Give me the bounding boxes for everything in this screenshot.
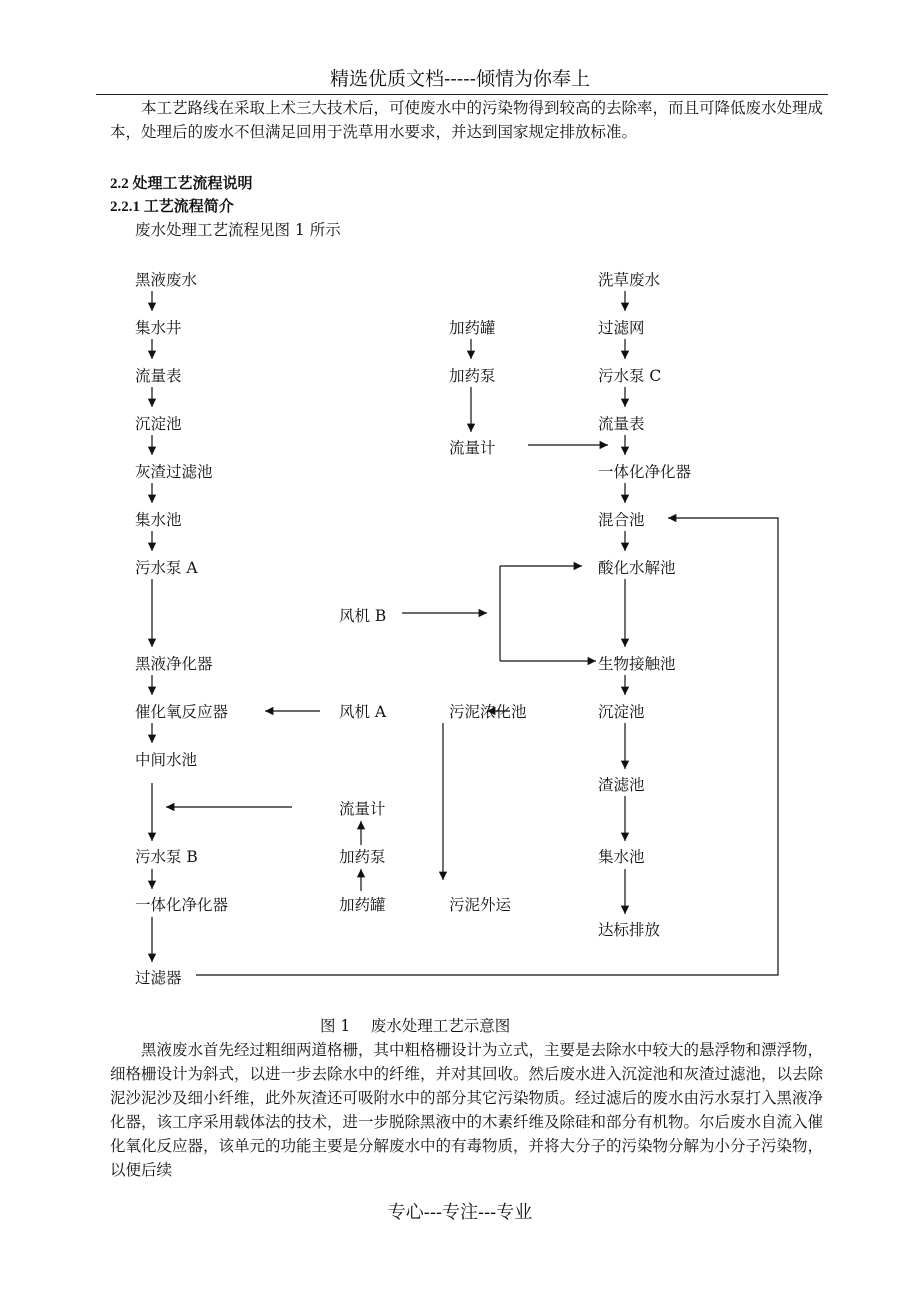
node-acid-hydrolysis-tank: 酸化水解池 [598, 559, 676, 577]
node-dosing-pump-bottom: 加药泵 [339, 848, 386, 866]
node-flowmeter-bottom: 流量计 [339, 800, 386, 818]
node-black-liquor-wastewater: 黑液废水 [135, 271, 198, 289]
figure-caption: 图 1 废水处理工艺示意图 [320, 1017, 511, 1035]
node-integrated-purifier-right: 一体化净化器 [598, 463, 692, 481]
node-filter: 过滤器 [135, 969, 182, 987]
page-header: 精选优质文档-----倾情为你奉上 [329, 68, 591, 90]
node-collection-well: 集水井 [135, 319, 182, 337]
node-black-liquor-purifier: 黑液净化器 [135, 655, 213, 673]
header-rule [96, 94, 828, 95]
section-heading: 2.2 处理工艺流程说明 [110, 176, 253, 192]
node-sedimentation-tank-right: 沉淀池 [598, 703, 645, 721]
node-integrated-purifier-left: 一体化净化器 [135, 896, 229, 914]
node-collection-tank-right: 集水池 [598, 848, 645, 866]
node-intermediate-tank: 中间水池 [135, 751, 198, 769]
node-flow-meter-left: 流量表 [135, 367, 182, 385]
node-sewage-pump-c: 污水泵 C [598, 367, 662, 385]
node-dosing-tank-top: 加药罐 [449, 319, 496, 337]
figure-reference: 废水处理工艺流程见图 1 所示 [135, 221, 341, 239]
node-discharge-standard: 达标排放 [598, 921, 661, 939]
node-collection-tank-left: 集水池 [135, 511, 182, 529]
body-paragraph: 黑液废水首先经过粗细两道格栅，其中粗格栅设计为立式，主要是去除水中较大的悬浮物和漂浮物，细格栅设计为斜式，以进一步去除水中的纤维，并对其回收。然后废水进入沉淀池和灰渣过滤池，以去除泥沙泥沙及细小纤维，此外灰渣还可吸附水中的部分其它污染物质。经过滤后的废水由污水泵打入黑液净化器，该工序采用载体法的技术，进一步脱除黑液中的木素纤维及除硅和部分有机物。尔后废水自流入催化氧化反应器，该单元的功能主要是分解废水中的有毒物质，并将大分子的污染物分解为小分子污染物，以便后续 [110, 1041, 824, 1179]
node-grass-washing-wastewater: 洗草废水 [598, 271, 661, 289]
node-sludge-thickening-tank: 污泥浓化池 [449, 703, 527, 721]
node-sewage-pump-a: 污水泵 A [135, 559, 198, 577]
node-sludge-transport: 污泥外运 [449, 896, 512, 914]
node-dosing-pump-top: 加药泵 [449, 367, 496, 385]
intro-paragraph: 本工艺路线在采取上术三大技术后，可使废水中的污染物得到较高的去除率，而且可降低废水处理成本，处理后的废水不但满足回用于洗草用水要求，并达到国家规定排放标准。 [110, 99, 824, 141]
node-filter-screen: 过滤网 [598, 319, 645, 337]
node-catalytic-oxidation-reactor: 催化氧反应器 [135, 703, 229, 721]
node-fan-a: 风机 A [339, 703, 387, 721]
node-fan-b: 风机 B [339, 607, 387, 625]
subsection-heading: 2.2.1 工艺流程简介 [110, 199, 234, 215]
node-bio-contact-tank: 生物接触池 [598, 655, 676, 673]
node-ash-filter-tank: 灰渣过滤池 [135, 463, 213, 481]
page-footer: 专心---专注---专业 [387, 1202, 533, 1223]
node-mixing-tank: 混合池 [598, 511, 645, 529]
node-slag-filter-tank: 渣滤池 [598, 776, 645, 794]
node-sedimentation-tank-left: 沉淀池 [135, 415, 182, 433]
node-dosing-tank-bottom: 加药罐 [339, 896, 386, 914]
process-flow-diagram [0, 255, 920, 1000]
node-flowmeter-top: 流量计 [449, 439, 496, 457]
node-flow-meter-right: 流量表 [598, 415, 645, 433]
node-sewage-pump-b: 污水泵 B [135, 848, 198, 866]
